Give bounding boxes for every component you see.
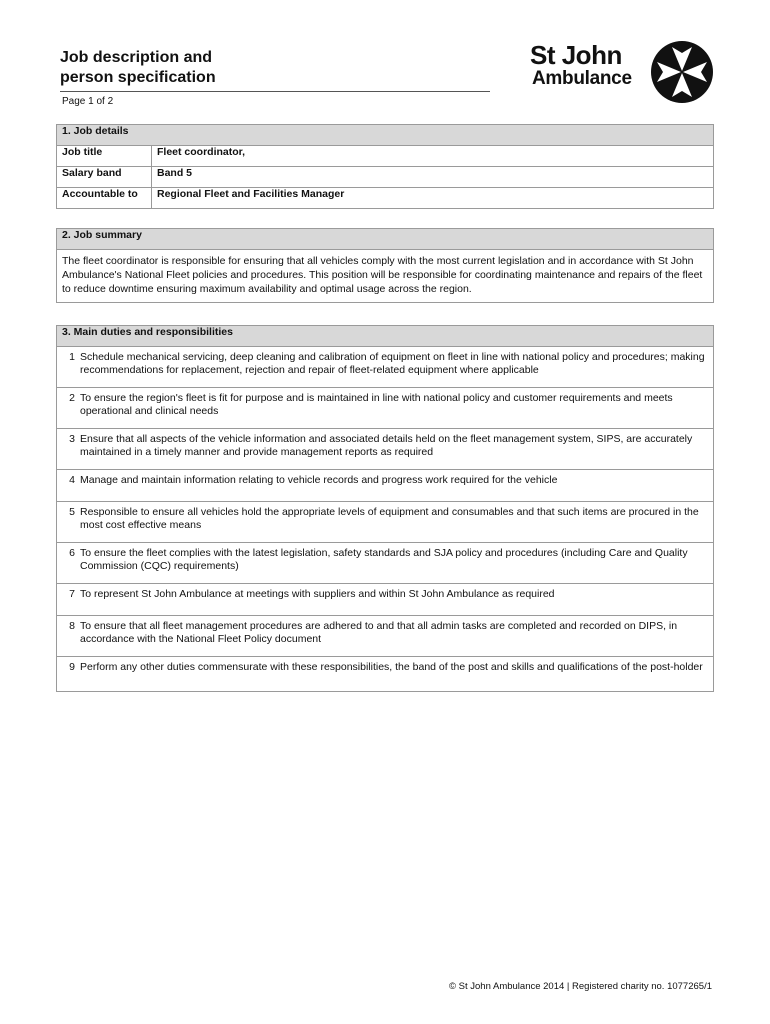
duty-number: 7 xyxy=(57,584,79,616)
duty-text: Schedule mechanical servicing, deep cleaning and calibration of equipment on fleet in line with national policy and procedures; making recommendations for replacement, rejection and repair of fleet-related equipment where applicable xyxy=(78,347,714,388)
footer-copyright: © St John Ambulance 2014 | Registered charity no. 1077265/1 xyxy=(449,981,712,992)
logo-line-1: St John xyxy=(530,40,622,70)
job-details-header-row xyxy=(57,125,714,146)
job-summary-header-row xyxy=(57,229,714,250)
duty-number: 8 xyxy=(57,616,79,657)
job-summary-text: The fleet coordinator is responsible for ensuring that all vehicles comply with the most current legislation and in accordance with St John Ambulance's National Fleet policies and procedures. This position will be responsible for coordinating maintenance and repairs of the fleet to reduce downtime ensuring maximum availability and optimal usage across the region. xyxy=(57,250,714,303)
main-duties-heading: 3. Main duties and responsibilities xyxy=(57,326,714,347)
duty-row xyxy=(57,429,714,470)
job-summary-table xyxy=(56,228,714,303)
job-details-table xyxy=(56,124,714,209)
accountable-to-value: Regional Fleet and Facilities Manager xyxy=(152,188,714,209)
main-duties-table xyxy=(56,325,714,692)
salary-band-row xyxy=(57,167,714,188)
duty-row xyxy=(57,388,714,429)
job-summary-body-row xyxy=(57,250,714,303)
logo-wordmark xyxy=(530,42,650,90)
duty-row xyxy=(57,502,714,543)
duty-row xyxy=(57,543,714,584)
logo-line-2: Ambulance xyxy=(532,68,632,89)
duty-text: To represent St John Ambulance at meetings with suppliers and within St John Ambulance as required xyxy=(78,584,714,616)
main-duties-header-row xyxy=(57,326,714,347)
duty-number: 2 xyxy=(57,388,79,429)
duty-text: Responsible to ensure all vehicles hold the appropriate levels of equipment and consumables and that such items are procured in the most cost effective means xyxy=(78,502,714,543)
page-number: Page 1 of 2 xyxy=(62,96,114,107)
salary-band-value: Band 5 xyxy=(152,167,714,188)
duty-text: Manage and maintain information relating to vehicle records and progress work required for the vehicle xyxy=(78,470,714,502)
duty-text: Ensure that all aspects of the vehicle information and associated details held on the fleet management system, SIPS, are accurately maintained in a timely manner and provide management reports as required xyxy=(78,429,714,470)
duty-row xyxy=(57,657,714,692)
salary-band-label: Salary band xyxy=(57,167,152,188)
duty-row xyxy=(57,616,714,657)
title-line-2: person specification xyxy=(60,69,216,86)
accountable-to-label: Accountable to xyxy=(57,188,152,209)
duty-number: 5 xyxy=(57,502,79,543)
title-line-1: Job description and xyxy=(60,49,213,66)
duty-row xyxy=(57,347,714,388)
duty-text: To ensure the fleet complies with the latest legislation, safety standards and SJA policy and procedures (including Care and Quality Commission (CQC) requirements) xyxy=(78,543,714,584)
duty-number: 4 xyxy=(57,470,79,502)
accountable-to-row xyxy=(57,188,714,209)
job-title-row xyxy=(57,146,714,167)
duty-number: 1 xyxy=(57,347,79,388)
job-summary-heading: 2. Job summary xyxy=(57,229,714,250)
duty-number: 9 xyxy=(57,657,79,692)
job-title-label: Job title xyxy=(57,146,152,167)
duty-number: 3 xyxy=(57,429,79,470)
duty-number: 6 xyxy=(57,543,79,584)
job-title-value: Fleet coordinator, xyxy=(152,146,714,167)
document-title xyxy=(60,48,460,88)
duty-text: To ensure that all fleet management procedures are adhered to and that all admin tasks are completed and recorded on DIPS, in accordance with the National Fleet Policy document xyxy=(78,616,714,657)
st-john-ambulance-logo xyxy=(526,38,716,104)
duty-text: To ensure the region's fleet is fit for purpose and is maintained in line with national policy and customer requirements and meets operational and clinical needs xyxy=(78,388,714,429)
maltese-cross-icon xyxy=(650,40,714,104)
duty-text: Perform any other duties commensurate with these responsibilities, the band of the post and skills and qualifications of the post-holder xyxy=(78,657,714,692)
job-details-heading: 1. Job details xyxy=(57,125,714,146)
duty-row xyxy=(57,584,714,616)
duty-row xyxy=(57,470,714,502)
title-divider xyxy=(60,91,490,92)
